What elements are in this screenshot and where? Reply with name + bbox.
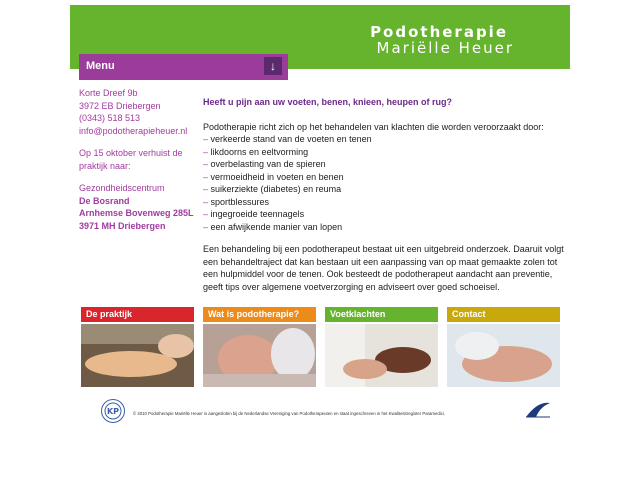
menu-label: Menu — [86, 60, 115, 72]
insole-photo — [81, 324, 194, 387]
kp-logo-icon — [100, 398, 126, 424]
tile-title: Wat is podotherapie? — [203, 307, 316, 322]
kp-logo-text: KP — [106, 407, 120, 416]
list-item: – sportblessures — [203, 196, 270, 207]
contact-sidebar — [79, 87, 209, 232]
new-address-city: 3971 MH Driebergen — [79, 220, 166, 231]
wing-logo-icon — [524, 399, 552, 419]
list-item: – likdoorns en eeltvorming — [203, 146, 309, 157]
foot-examination-photo — [203, 324, 316, 387]
main-content — [203, 96, 568, 293]
tile-title: Contact — [447, 307, 560, 322]
moving-notice: Op 15 oktober verhuist de praktijk naar: — [79, 148, 183, 171]
brand-name-line2: Mariëlle Heuer — [376, 39, 514, 57]
foot-treatment-photo — [447, 324, 560, 387]
list-item: – overbelasting van de spieren — [203, 159, 326, 169]
treatment-paragraph: Een behandeling bij een podotherapeut bestaat uit een uitgebreid onderzoek. Daaruit volgt een behandeltraject dat kan bestaan uit een aanpassing van op maat gemaakte zolen tot een hulpmiddel voor de tenen. Ook besteedt de podotherapeut aandacht aan preventie, geeft tips over algemene voetverzorging en adviseert over goed schoeisel. — [203, 244, 564, 292]
list-item: – suikerziekte (diabetes) en reuma — [203, 184, 342, 194]
tile-title: De praktijk — [81, 307, 194, 322]
tile-voetklachten[interactable] — [325, 307, 438, 387]
list-item: – verkeerde stand van de voeten en tenen — [203, 134, 372, 144]
menu-bar[interactable] — [79, 54, 288, 80]
new-address-intro: Gezondheidscentrum — [79, 183, 165, 193]
list-item: – ingegroeide teennagels — [203, 209, 305, 219]
address-city: 3972 EB Driebergen — [79, 100, 161, 111]
tile-contact[interactable] — [447, 307, 560, 387]
list-item: – een afwijkende manier van lopen — [203, 221, 343, 232]
page-heading: Heeft u pijn aan uw voeten, benen, knieen, heupen of rug? — [203, 97, 453, 107]
shoe-fitting-photo — [325, 324, 438, 387]
tile-wat-is-podotherapie[interactable] — [203, 307, 316, 387]
tile-de-praktijk[interactable] — [81, 307, 194, 387]
list-item: – vermoeidheid in voeten en benen — [203, 171, 344, 182]
footer-copyright: © 2010 Podotherapie Mariëlle Heuer is aangesloten bij de Nederlandse Vereniging van Podotherapeuten en staat ingeschreven in het Kwaliteitsregister Paramedici. — [133, 411, 446, 416]
phone-number: (0343) 518 513 — [79, 113, 141, 123]
tile-title: Voetklachten — [325, 307, 438, 322]
new-address-street: Arnhemse Bovenweg 285L — [79, 208, 194, 218]
address-street: Korte Dreef 9b — [79, 88, 138, 98]
email-link[interactable]: info@podotherapieheuer.nl — [79, 125, 188, 136]
intro-text: Podotherapie richt zich op het behandelen van klachten die worden veroorzaakt door: — [203, 121, 544, 132]
new-address-name: De Bosrand — [79, 195, 130, 206]
complaints-list — [203, 133, 568, 233]
arrow-down-icon[interactable]: ↓ — [264, 57, 282, 75]
brand-name-line1: Podotherapie — [370, 23, 508, 41]
